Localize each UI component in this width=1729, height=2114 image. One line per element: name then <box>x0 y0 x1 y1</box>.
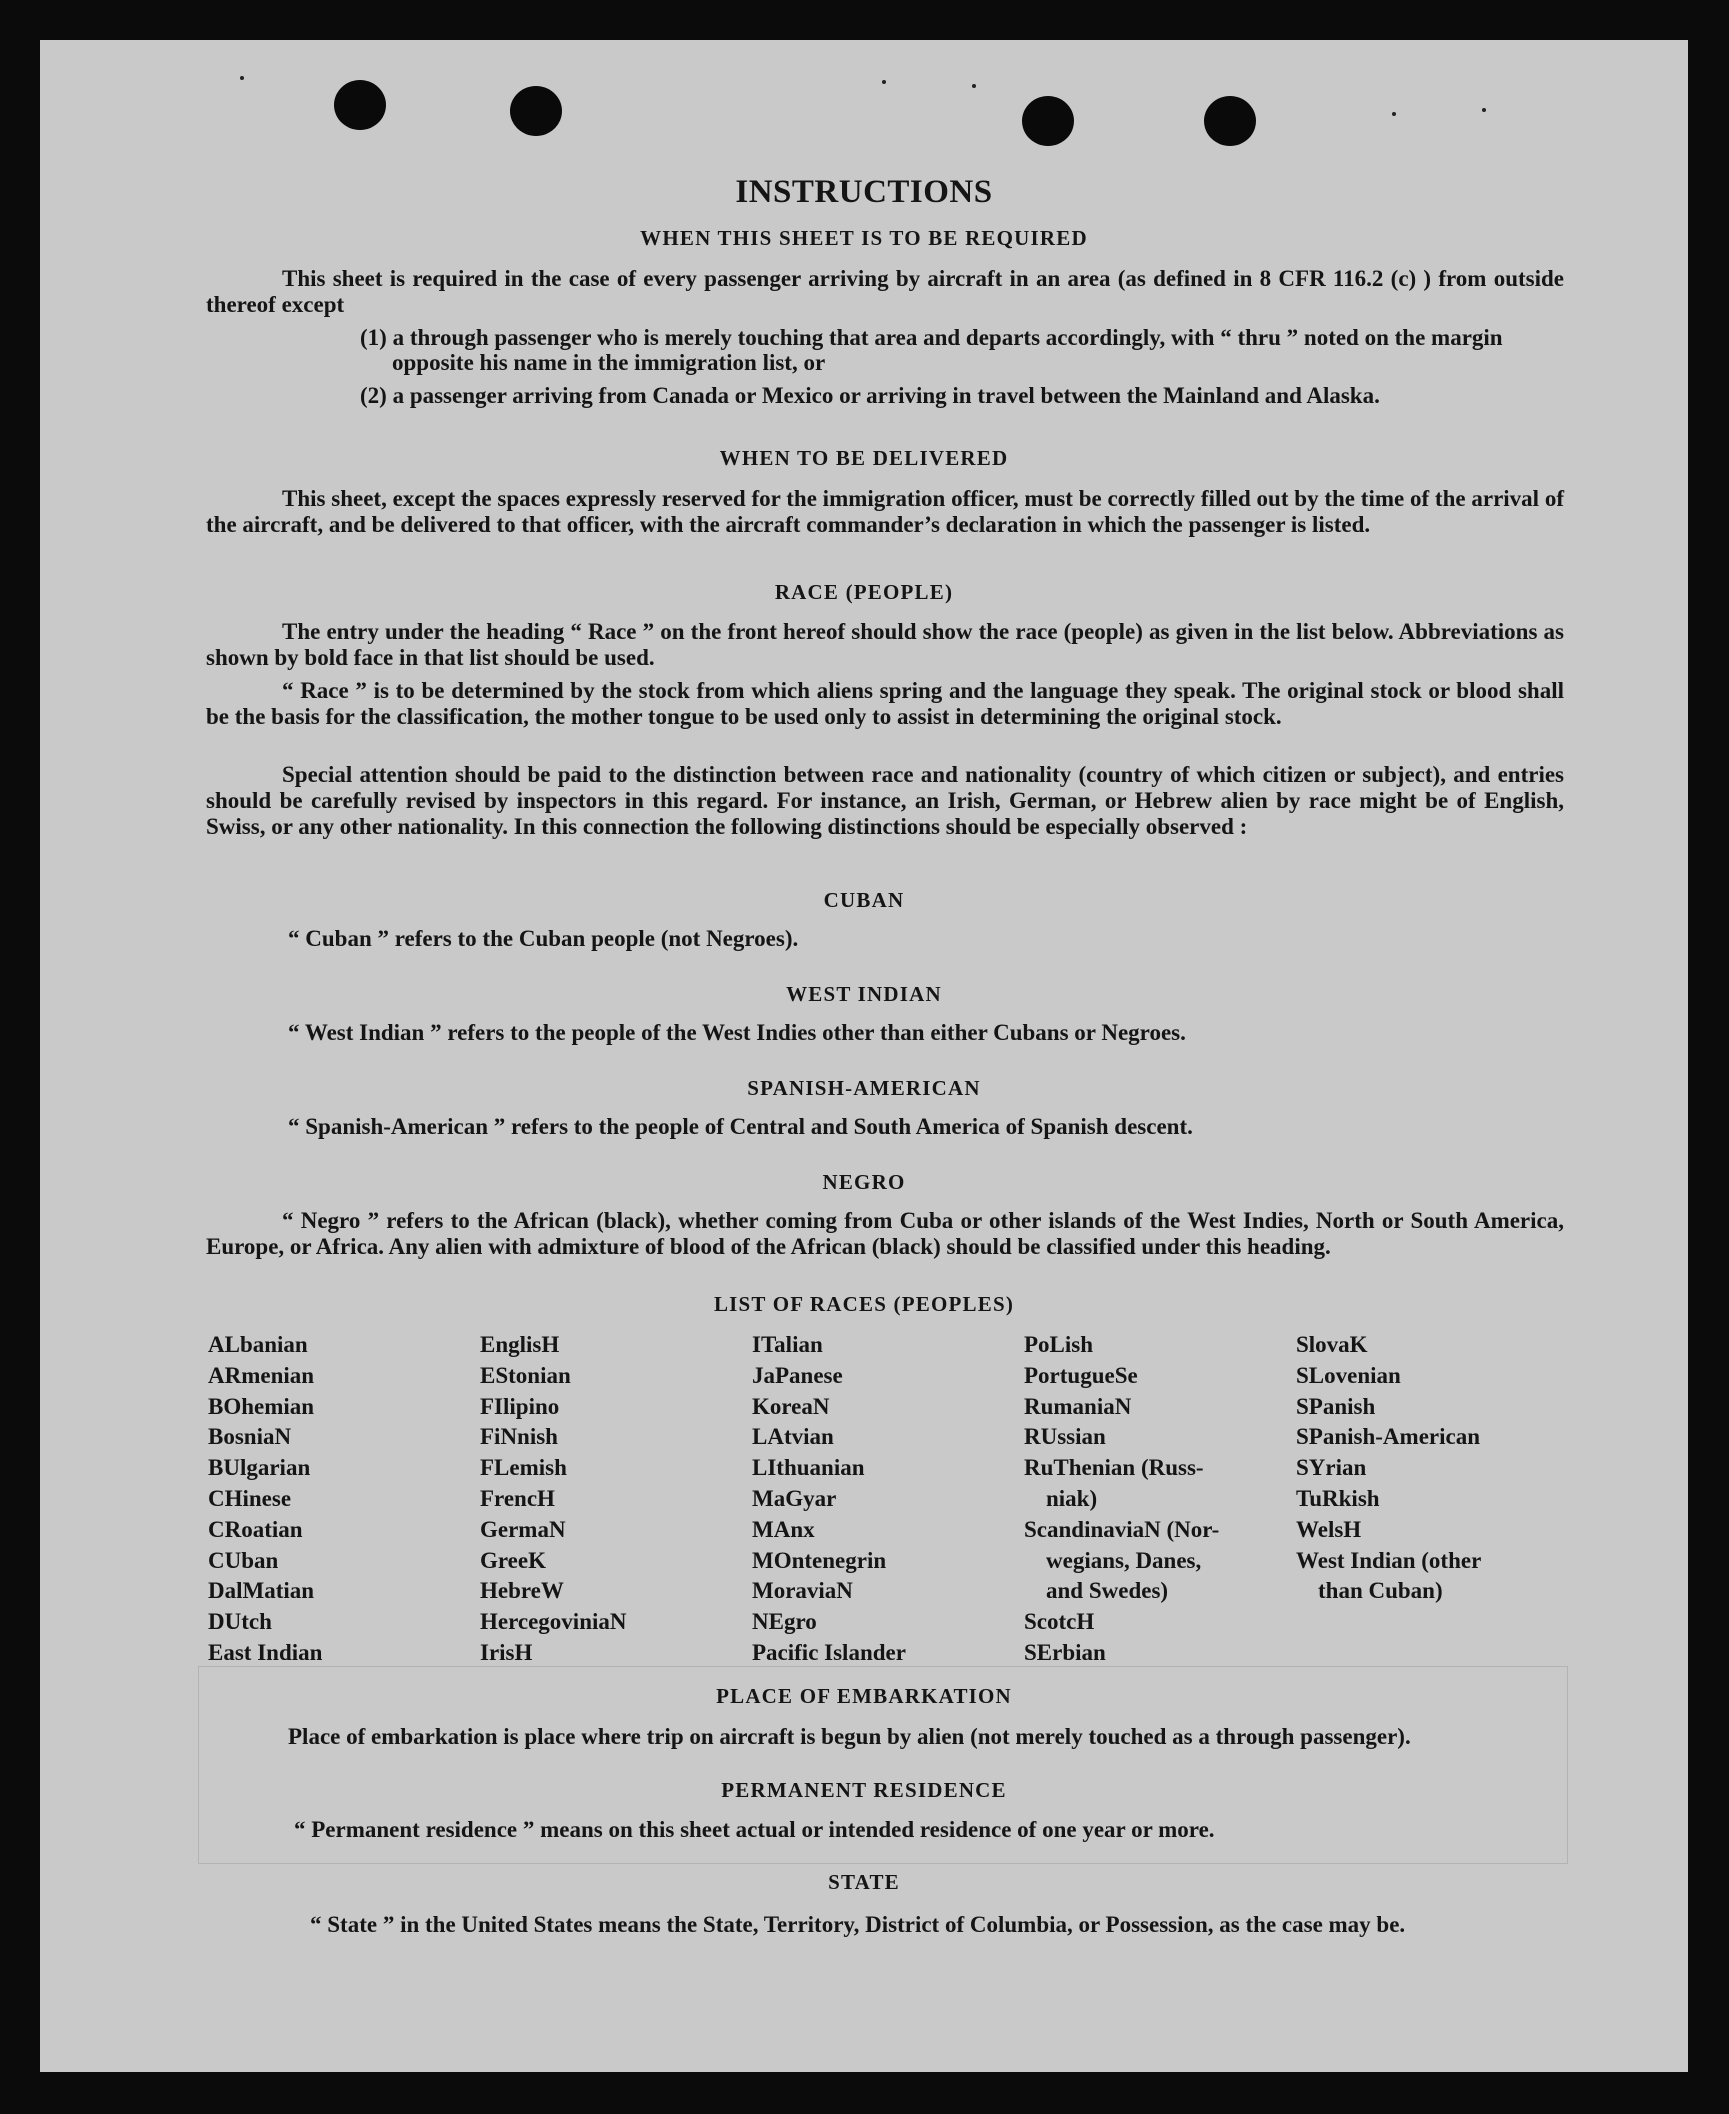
race-entry: HebreW <box>480 1578 564 1604</box>
race-entry: RUssian <box>1024 1424 1106 1450</box>
heading-west-indian: WEST INDIAN <box>786 982 942 1006</box>
heading-negro: NEGRO <box>822 1170 906 1194</box>
race-entry: MAnx <box>752 1516 815 1542</box>
page-title: INSTRUCTIONS <box>735 174 993 210</box>
race-entry: East Indian <box>208 1639 323 1665</box>
race-entry: FrencH <box>480 1485 555 1511</box>
race-entry: SPanish-American <box>1296 1424 1480 1450</box>
required-intro-text: This sheet is required in the case of every passenger arriving by aircraft in an area (as defined in 8 CFR 116.2 (c) ) from outside thereof except <box>206 266 1564 317</box>
race-entry: PoLish <box>1024 1332 1094 1357</box>
required-intro <box>206 266 1564 318</box>
residence-text: “ Permanent residence ” means on this sheet actual or intended residence of one year or more. <box>294 1817 1215 1842</box>
race-entry: WelsH <box>1296 1516 1362 1542</box>
heading-cuban: CUBAN <box>823 888 905 912</box>
state-paragraph <box>214 1908 1572 1942</box>
race-p3-text: Special attention should be paid to the distinction between race and nationality (country of which citizen or subject), and entries should be carefully revised by inspectors in this regard. For instance, an Irish, German, or Hebrew alien by race might be of English, Swiss, or any other nationality. In this connection the following distinctions should be especially observed : <box>206 762 1564 839</box>
speck <box>1392 112 1396 116</box>
race-entry: CRoatian <box>208 1516 303 1542</box>
race-column-2 <box>480 1330 752 1669</box>
race-paragraph-2 <box>206 678 1564 730</box>
race-entry: FIlipino <box>480 1393 560 1419</box>
race-entry: GreeK <box>480 1547 546 1573</box>
delivered-paragraph <box>206 486 1564 538</box>
race-entry: BUlgarian <box>208 1455 311 1481</box>
race-entry: TuRkish <box>1296 1485 1380 1511</box>
negro-paragraph <box>206 1208 1564 1260</box>
heading-when-required: WHEN THIS SHEET IS TO BE REQUIRED <box>640 226 1088 250</box>
race-column-4 <box>1024 1330 1296 1669</box>
race-entry: KoreaN <box>752 1393 830 1419</box>
delivered-text: This sheet, except the spaces expressly reserved for the immigration officer, must be correctly filled out by the time of the arrival of the aircraft, and be delivered to that officer, with the aircraft commander’s declaration in which the passenger is listed. <box>206 486 1564 537</box>
race-entry: JaPanese <box>752 1362 843 1388</box>
race-paragraph-3 <box>206 762 1564 840</box>
heading-race: RACE (PEOPLE) <box>774 580 954 604</box>
speck <box>240 76 244 80</box>
punch-hole-2 <box>510 86 562 136</box>
west-indian-text: “ West Indian ” refers to the people of the West Indies other than either Cubans or Negroes. <box>288 1020 1186 1045</box>
race-entry: IrisH <box>480 1639 533 1665</box>
race-p2-text: “ Race ” is to be determined by the stock from which aliens spring and the language they speak. The original stock or blood shall be the basis for the classification, the mother tongue to be used only to assist in determining the original stock. <box>206 678 1564 729</box>
speck <box>972 84 976 88</box>
race-entry: DUtch <box>208 1609 272 1635</box>
race-entry: ScandinaviaN (Nor- <box>1024 1516 1220 1542</box>
race-entry: ITalian <box>752 1332 823 1357</box>
race-paragraph-1 <box>206 619 1564 671</box>
race-entry: ARmenian <box>208 1362 315 1388</box>
cuban-paragraph <box>206 926 1564 952</box>
race-entry: DalMatian <box>208 1578 315 1604</box>
heading-permanent-residence: PERMANENT RESIDENCE <box>721 1778 1007 1802</box>
race-entry: LAtvian <box>752 1424 834 1450</box>
heading-when-delivered: WHEN TO BE DELIVERED <box>719 446 1009 470</box>
punch-hole-4 <box>1204 96 1256 146</box>
state-text: “ State ” in the United States means the State, Territory, District of Columbia, or Possession, as the case may be. <box>310 1912 1406 1937</box>
race-entry-continued: niak) <box>1046 1485 1098 1511</box>
race-entry: SLovenian <box>1296 1362 1401 1388</box>
race-entry: SYrian <box>1296 1455 1367 1481</box>
speck <box>1482 108 1486 112</box>
race-entry: PortugueSe <box>1024 1362 1138 1388</box>
race-entry: MaGyar <box>752 1485 837 1511</box>
race-entry: SlovaK <box>1296 1332 1368 1357</box>
race-entry: ALbanian <box>208 1332 308 1357</box>
race-list <box>208 1330 1588 1669</box>
race-entry: West Indian (other <box>1296 1547 1482 1573</box>
race-entry: RumaniaN <box>1024 1393 1132 1419</box>
race-entry: HercegoviniaN <box>480 1609 627 1635</box>
heading-place-of-embarkation: PLACE OF EMBARKATION <box>716 1684 1012 1708</box>
race-entry: LIthuanian <box>752 1455 865 1481</box>
spanish-american-text: “ Spanish-American ” refers to the people of Central and South America of Spanish descent. <box>288 1114 1193 1139</box>
residence-paragraph <box>212 1817 1570 1843</box>
west-indian-paragraph <box>206 1020 1564 1046</box>
race-entry: BOhemian <box>208 1393 315 1419</box>
cuban-text: “ Cuban ” refers to the Cuban people (not Negroes). <box>288 926 799 951</box>
negro-text: “ Negro ” refers to the African (black), whether coming from Cuba or other islands of the West Indies, North or South America, Europe, or Africa. Any alien with admixture of blood of the African (black) should be classified under this heading. <box>206 1208 1564 1259</box>
spanish-american-paragraph <box>206 1114 1564 1140</box>
race-entry: RuThenian (Russ- <box>1024 1455 1204 1481</box>
race-entry: CHinese <box>208 1485 292 1511</box>
race-entry: SErbian <box>1024 1639 1106 1665</box>
exception-item-2: (2) a passenger arriving from Canada or Mexico or arriving in travel between the Mainland and Alaska. <box>360 383 1380 408</box>
race-entry-continued: and Swedes) <box>1046 1578 1169 1604</box>
race-entry: FiNnish <box>480 1424 558 1450</box>
heading-state: STATE <box>828 1870 900 1894</box>
race-entry: EnglisH <box>480 1332 560 1357</box>
embarkation-text: Place of embarkation is place where trip on aircraft is begun by alien (not merely touched as a through passenger). <box>288 1724 1411 1749</box>
race-entry: BosniaN <box>208 1424 292 1450</box>
race-entry: FLemish <box>480 1455 567 1481</box>
race-column-5 <box>1296 1330 1568 1669</box>
exception-item-1: (1) a through passenger who is merely touching that area and departs accordingly, with “ thru ” noted on the margin opposite his name in the immigration list, or <box>360 325 1503 375</box>
race-entry: NEgro <box>752 1609 817 1635</box>
race-entry: EStonian <box>480 1362 571 1388</box>
race-entry: MOntenegrin <box>752 1547 887 1573</box>
heading-spanish-american: SPANISH-AMERICAN <box>747 1076 981 1100</box>
race-entry: Pacific Islander <box>752 1639 906 1665</box>
race-column-3 <box>752 1330 1024 1669</box>
race-entry: GermaN <box>480 1516 566 1542</box>
race-entry: ScotcH <box>1024 1609 1095 1635</box>
race-entry-continued: wegians, Danes, <box>1046 1547 1202 1573</box>
race-entry: MoraviaN <box>752 1578 853 1604</box>
heading-list-of-races: LIST OF RACES (PEOPLES) <box>713 1292 1015 1316</box>
race-p1-text: The entry under the heading “ Race ” on the front hereof should show the race (people) as given in the list below. Abbreviations as shown by bold face in that list should be used. <box>206 619 1564 670</box>
punch-hole-3 <box>1022 96 1074 146</box>
punch-hole-1 <box>334 80 386 130</box>
race-entry: SPanish <box>1296 1393 1376 1419</box>
race-entry: CUban <box>208 1547 279 1573</box>
document-sheet <box>40 40 1688 2072</box>
race-entry-continued: than Cuban) <box>1318 1578 1443 1604</box>
speck <box>882 80 886 84</box>
race-column-1 <box>208 1330 480 1669</box>
embarkation-paragraph <box>212 1724 1570 1750</box>
